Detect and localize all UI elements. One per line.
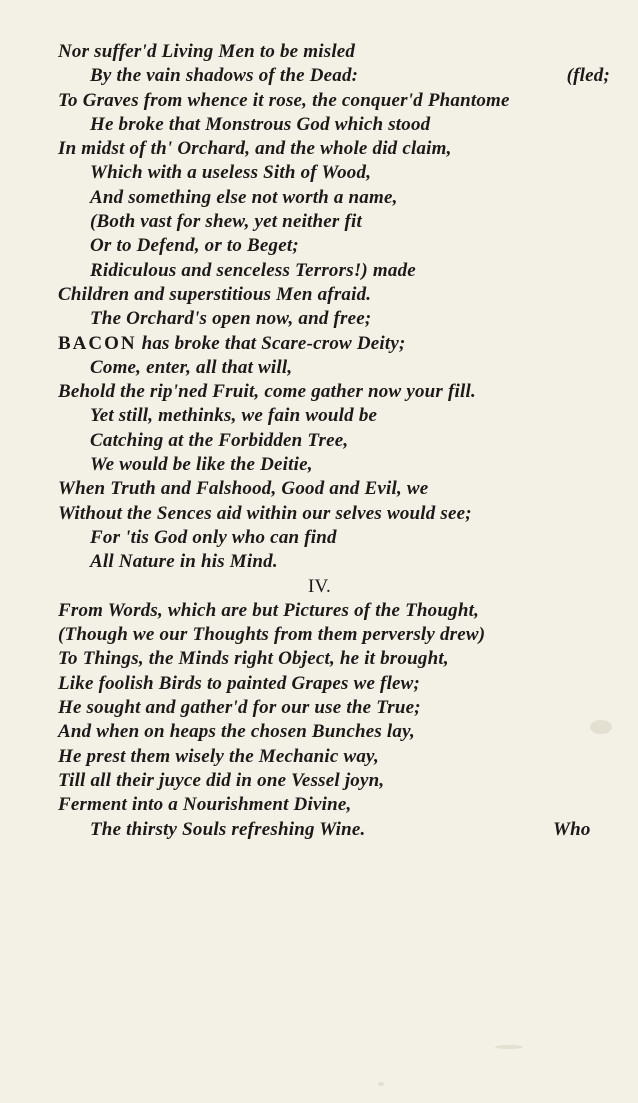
verse-line [0,429,638,453]
turnover-word: (fled; [566,65,610,87]
verse-text: When Truth and Falshood, Good and Evil, we [58,478,429,500]
verse-line [0,599,638,623]
verse-text: BACON has broke that Scare-crow Deity; [58,332,406,354]
verse-line [0,186,638,210]
verse-text: Which with a useless Sith of Wood, [90,162,372,184]
verse-text: Without the Sences aid within our selves would see; [58,502,472,524]
verse-text: Till all their juyce did in one Vessel joyn, [58,769,385,791]
verse-line [0,769,638,793]
verse-line [0,672,638,696]
verse-line [0,210,638,234]
verse-text: Children and superstitious Men afraid. [58,283,372,305]
verse-line [0,647,638,671]
poem-text [0,40,638,842]
verse-line [0,283,638,307]
verse-line [0,40,638,64]
verse-text: Nor suffer'd Living Men to be misled [58,41,356,62]
verse-line [0,793,638,817]
verse-text: (Though we our Thoughts from them perversly drew) [58,624,486,646]
verse-text: Like foolish Birds to painted Grapes we flew; [58,672,421,694]
verse-line [0,307,638,331]
verse-line [0,818,638,842]
verse-text: Ferment into a Nourishment Divine, [58,794,352,816]
section-heading [0,575,638,599]
verse-line [0,404,638,428]
verse-line [0,453,638,477]
verse-text: Come, enter, all that will, [90,356,293,378]
verse-text: He broke that Monstrous God which stood [90,113,431,135]
verse-line [0,234,638,258]
verse-line [0,64,638,88]
verse-line [0,696,638,720]
verse-text: Ridiculous and senceless Terrors!) made [90,259,416,281]
verse-line [0,526,638,550]
verse-text: All Nature in his Mind. [90,551,278,573]
verse-text: He sought and gather'd for our use the True; [58,697,421,719]
verse-line [0,720,638,744]
verse-text: Behold the rip'ned Fruit, come gather now your fill. [58,381,476,403]
verse-text: He prest them wisely the Mechanic way, [58,745,379,767]
verse-line [0,502,638,526]
verse-line [0,89,638,113]
verse-text: Catching at the Forbidden Tree, [90,429,349,451]
verse-text: By the vain shadows of the Dead: [90,65,359,87]
verse-line [0,356,638,380]
verse-text: And when on heaps the chosen Bunches lay, [58,721,415,743]
verse-text: We would be like the Deitie, [90,454,313,476]
verse-line [0,380,638,404]
verse-line [0,550,638,574]
verse-text: The Orchard's open now, and free; [90,308,372,330]
verse-text: Yet still, methinks, we fain would be [90,405,378,427]
verse-text: The thirsty Souls refreshing Wine. [90,818,366,840]
verse-text: And something else not worth a name, [90,186,398,208]
verse-line [0,745,638,769]
verse-text: To Graves from whence it rose, the conquer'd Phantome [58,89,510,111]
paper-stain [495,1045,523,1049]
paper-stain [378,1082,384,1086]
verse-text: In midst of th' Orchard, and the whole did claim, [58,138,452,160]
catchword: Who [553,818,591,840]
verse-line [0,623,638,647]
verse-text: IV. [308,575,331,597]
verse-text: Or to Defend, or to Beget; [90,235,299,257]
verse-text: (Both vast for shew, yet neither fit [90,211,362,233]
verse-text: To Things, the Minds right Object, he it brought, [58,648,449,670]
verse-line [0,259,638,283]
verse-text: From Words, which are but Pictures of the Thought, [58,599,480,621]
verse-text: For 'tis God only who can find [90,526,337,548]
verse-line [0,113,638,137]
verse-line [0,161,638,185]
verse-line [0,137,638,161]
name-caps: BACON [58,332,137,354]
verse-line [0,332,638,356]
verse-line [0,477,638,501]
